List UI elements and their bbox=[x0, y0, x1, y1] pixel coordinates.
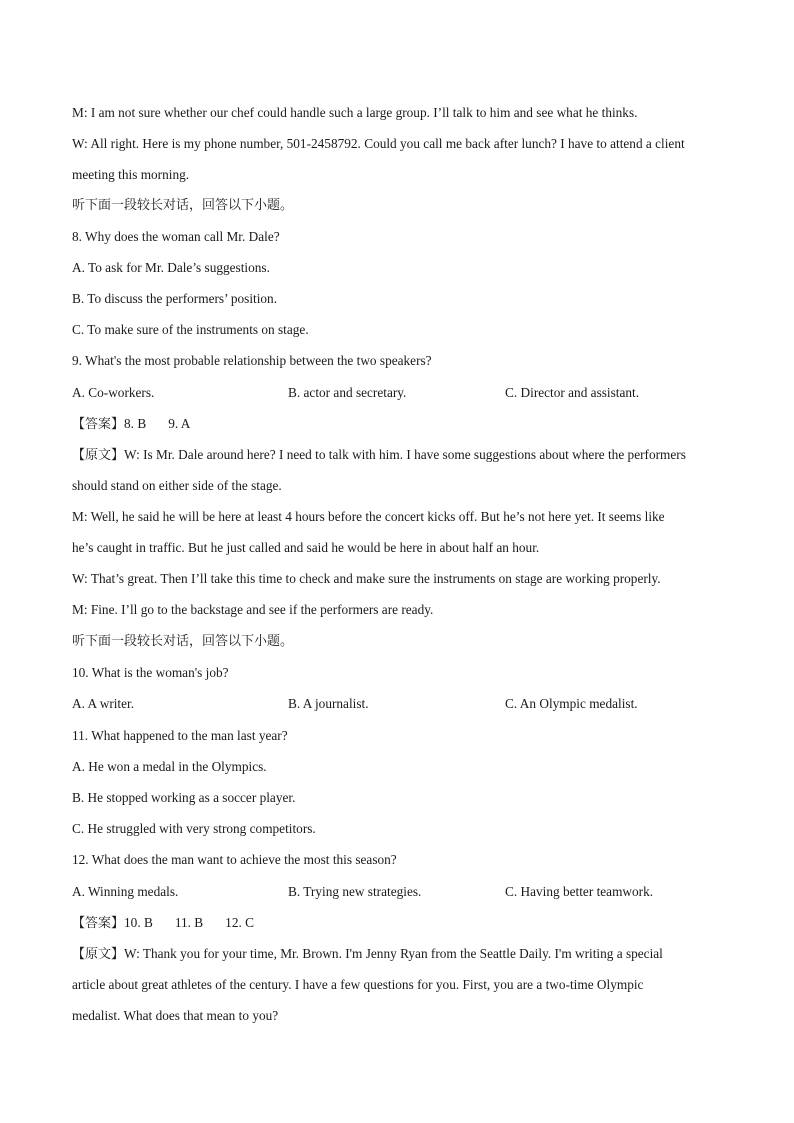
option-12b: B. Trying new strategies. bbox=[288, 884, 422, 899]
answer-line bbox=[72, 914, 254, 933]
answer-9: 9. A bbox=[168, 416, 191, 431]
option-9a: A. Co-workers. bbox=[72, 385, 155, 400]
question-11: 11. What happened to the man last year? bbox=[72, 728, 288, 743]
transcript-text: W: Thank you for your time, Mr. Brown. I'm Jenny Ryan from the Seattle Daily. I'm writing a special bbox=[124, 946, 663, 961]
option-9b: B. actor and secretary. bbox=[288, 385, 407, 400]
question-9: 9. What's the most probable relationship between the two speakers? bbox=[72, 353, 432, 368]
option-11b: B. He stopped working as a soccer player. bbox=[72, 790, 296, 805]
option-8a: A. To ask for Mr. Dale’s suggestions. bbox=[72, 260, 270, 275]
dialogue-line: M: Fine. I’ll go to the backstage and see if the performers are ready. bbox=[72, 602, 434, 617]
question-8: 8. Why does the woman call Mr. Dale? bbox=[72, 229, 280, 244]
answer-12: 12. C bbox=[225, 915, 254, 930]
option-10a: A. A writer. bbox=[72, 696, 135, 711]
option-10b: B. A journalist. bbox=[288, 696, 369, 711]
option-11c: C. He struggled with very strong competitors. bbox=[72, 821, 316, 836]
transcript-label: 【原文】 bbox=[72, 947, 125, 962]
dialogue-line: he’s caught in traffic. But he just called and said he would be here in about half an hour. bbox=[72, 540, 540, 555]
option-12a: A. Winning medals. bbox=[72, 884, 179, 899]
section-instruction: 听下面一段较长对话，回答以下小题。 bbox=[72, 634, 294, 649]
answer-10: 10. B bbox=[124, 915, 153, 930]
question-12: 12. What does the man want to achieve the most this season? bbox=[72, 852, 397, 867]
dialogue-line: should stand on either side of the stage. bbox=[72, 478, 282, 493]
question-10: 10. What is the woman's job? bbox=[72, 665, 229, 680]
dialogue-line: M: I am not sure whether our chef could handle such a large group. I’ll talk to him and see what he thinks. bbox=[72, 105, 638, 120]
transcript-line bbox=[72, 945, 663, 964]
dialogue-line: W: All right. Here is my phone number, 501-2458792. Could you call me back after lunch? I have to attend a client bbox=[72, 136, 685, 151]
answer-line bbox=[72, 415, 190, 434]
option-9c: C. Director and assistant. bbox=[505, 385, 640, 400]
dialogue-line: M: Well, he said he will be here at least 4 hours before the concert kicks off. But he’s not here yet. It seems like bbox=[72, 509, 665, 524]
dialogue-line: meeting this morning. bbox=[72, 167, 190, 182]
transcript-label: 【原文】 bbox=[72, 448, 125, 463]
section-instruction: 听下面一段较长对话，回答以下小题。 bbox=[72, 198, 294, 213]
answer-label: 【答案】 bbox=[72, 916, 125, 931]
option-8c: C. To make sure of the instruments on stage. bbox=[72, 322, 309, 337]
option-12c: C. Having better teamwork. bbox=[505, 884, 654, 899]
answer-label: 【答案】 bbox=[72, 417, 125, 432]
option-8b: B. To discuss the performers’ position. bbox=[72, 291, 278, 306]
answer-11: 11. B bbox=[174, 915, 204, 930]
transcript-line bbox=[72, 446, 686, 465]
dialogue-line: article about great athletes of the century. I have a few questions for you. First, you are a two-time Olympic bbox=[72, 977, 644, 992]
option-11a: A. He won a medal in the Olympics. bbox=[72, 759, 267, 774]
transcript-text: W: Is Mr. Dale around here? I need to talk with him. I have some suggestions about where the performers bbox=[124, 447, 686, 462]
option-10c: C. An Olympic medalist. bbox=[505, 696, 638, 711]
dialogue-line: W: That’s great. Then I’ll take this time to check and make sure the instruments on stage are working properly. bbox=[72, 571, 661, 586]
answer-8: 8. B bbox=[124, 416, 147, 431]
dialogue-line: medalist. What does that mean to you? bbox=[72, 1008, 279, 1023]
